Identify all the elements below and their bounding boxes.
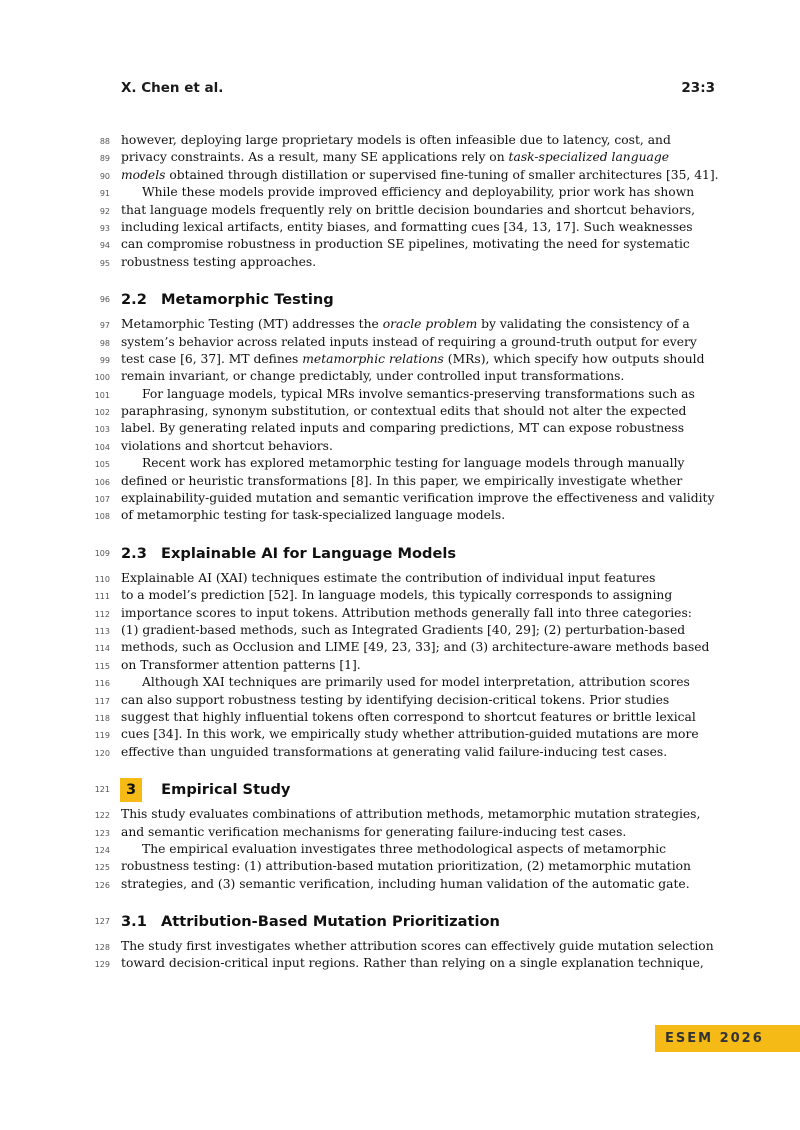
body-text: This study evaluates combinations of attribution methods, metamorphic mutation strategies, bbox=[121, 807, 701, 822]
text-line bbox=[0, 709, 800, 726]
text-line bbox=[0, 657, 800, 674]
heading-text bbox=[121, 778, 655, 802]
text-line bbox=[0, 455, 800, 472]
text-line bbox=[0, 605, 800, 622]
line-number: 124 bbox=[94, 845, 110, 855]
line-number: 120 bbox=[94, 748, 110, 758]
section-title: Empirical Study bbox=[161, 781, 291, 799]
text-line bbox=[0, 587, 800, 604]
body-text: can also support robustness testing by identifying decision-critical tokens. Prior studies bbox=[121, 692, 670, 707]
body-text: on Transformer attention patterns [1]. bbox=[121, 657, 361, 672]
line-number: 126 bbox=[94, 880, 110, 890]
body-text: that language models frequently rely on brittle decision boundaries and shortcut behaviors, bbox=[121, 202, 696, 217]
line-number: 98 bbox=[99, 338, 110, 348]
spacer bbox=[0, 761, 800, 778]
body-text: test case [6, 37]. MT defines metamorphic relations (MRs), which specify how outputs should bbox=[121, 351, 705, 366]
text-line bbox=[0, 473, 800, 490]
body-text: explainability-guided mutation and semantic verification improve the effectiveness and validity bbox=[121, 491, 715, 506]
spacer bbox=[0, 271, 800, 288]
line-number: 96 bbox=[99, 295, 110, 305]
text-line bbox=[0, 692, 800, 709]
line-number: 106 bbox=[94, 477, 110, 487]
body-text: (1) gradient-based methods, such as Integrated Gradients [40, 29]; (2) perturbation-based bbox=[121, 622, 686, 637]
line-number: 107 bbox=[94, 495, 110, 505]
line-number: 108 bbox=[94, 512, 110, 522]
text-line bbox=[0, 254, 800, 271]
section-title: Attribution-Based Mutation Prioritization bbox=[161, 913, 500, 931]
section-title: Explainable AI for Language Models bbox=[161, 544, 457, 562]
line-number: 129 bbox=[94, 960, 110, 970]
section-heading bbox=[0, 542, 800, 566]
body-text: to a model’s prediction [52]. In language models, this typically corresponds to assigning bbox=[121, 588, 673, 603]
body-text: including lexical artifacts, entity biases, and formatting cues [34, 13, 17]. Such weaknesses bbox=[121, 219, 693, 234]
line-number: 115 bbox=[94, 661, 110, 671]
line-number: 121 bbox=[94, 785, 110, 795]
emphasis: task-specialized language bbox=[508, 150, 669, 165]
text-line bbox=[0, 570, 800, 587]
body-text: can compromise robustness in production SE pipelines, motivating the need for systematic bbox=[121, 237, 690, 252]
text-line bbox=[0, 744, 800, 761]
text-line bbox=[0, 824, 800, 841]
text-line bbox=[0, 236, 800, 253]
section-number-chip: 3 bbox=[120, 778, 142, 802]
line-number: 94 bbox=[99, 241, 110, 251]
text-line bbox=[0, 132, 800, 149]
line-number: 93 bbox=[99, 223, 110, 233]
body-text: strategies, and (3) semantic verification, including human validation of the automatic gate. bbox=[121, 876, 690, 891]
heading-text bbox=[121, 542, 655, 566]
heading-text bbox=[121, 910, 655, 934]
header-page-ref: 23:3 bbox=[681, 80, 715, 96]
emphasis: metamorphic relations bbox=[302, 351, 444, 366]
text-line bbox=[0, 368, 800, 385]
body-text: paraphrasing, synonym substitution, or contextual edits that should not alter the expected bbox=[121, 404, 687, 419]
body-text: violations and shortcut behaviors. bbox=[121, 438, 333, 453]
running-header bbox=[121, 80, 715, 96]
line-number: 116 bbox=[94, 679, 110, 689]
body-text: importance scores to input tokens. Attribution methods generally fall into three categories: bbox=[121, 605, 692, 620]
text-line bbox=[0, 938, 800, 955]
line-number: 88 bbox=[99, 137, 110, 146]
body-text: of metamorphic testing for task-specialized language models. bbox=[121, 508, 506, 523]
line-number: 100 bbox=[94, 373, 110, 383]
body-text: suggest that highly influential tokens often correspond to shortcut features or brittle lexical bbox=[121, 709, 696, 724]
line-number: 99 bbox=[99, 355, 110, 365]
body-text: cues [34]. In this work, we empirically study whether attribution-guided mutations are more bbox=[121, 727, 699, 742]
body-text: and semantic verification mechanisms for generating failure-inducing test cases. bbox=[121, 824, 627, 839]
line-number: 122 bbox=[94, 811, 110, 821]
text-line bbox=[0, 149, 800, 166]
paper-body bbox=[0, 132, 800, 973]
text-line bbox=[0, 184, 800, 201]
spacer bbox=[0, 525, 800, 542]
line-number: 105 bbox=[94, 460, 110, 470]
body-text: privacy constraints. As a result, many SE applications rely on task-specialized language bbox=[121, 150, 669, 165]
body-text: Metamorphic Testing (MT) addresses the oracle problem by validating the consistency of a bbox=[121, 317, 690, 332]
emphasis: oracle problem bbox=[382, 317, 478, 332]
text-line bbox=[0, 316, 800, 333]
body-text: robustness testing: (1) attribution-based mutation prioritization, (2) metamorphic mutation bbox=[121, 859, 691, 874]
body-text: label. By generating related inputs and comparing predictions, MT can expose robustness bbox=[121, 421, 685, 436]
body-text: For language models, typical MRs involve semantics-preserving transformations such as bbox=[142, 386, 695, 401]
body-text: The study first investigates whether attribution scores can effectively guide mutation selection bbox=[121, 939, 714, 954]
line-number: 91 bbox=[99, 189, 110, 199]
section-number: 3.1 bbox=[121, 913, 147, 931]
body-text: Recent work has explored metamorphic testing for language models through manually bbox=[142, 456, 685, 471]
line-number: 112 bbox=[94, 609, 110, 619]
line-number: 111 bbox=[94, 592, 110, 602]
body-text: toward decision-critical input regions. Rather than relying on a single explanation technique, bbox=[121, 956, 704, 971]
text-line bbox=[0, 219, 800, 236]
section-number: 2.3 bbox=[121, 544, 147, 562]
body-text: models obtained through distillation or supervised fine-tuning of smaller architectures [35, 41]. bbox=[121, 167, 719, 182]
line-number: 118 bbox=[94, 713, 110, 723]
body-text: Although XAI techniques are primarily used for model interpretation, attribution scores bbox=[142, 675, 690, 690]
body-text: robustness testing approaches. bbox=[121, 254, 317, 269]
body-text: system’s behavior across related inputs instead of requiring a ground-truth output for every bbox=[121, 334, 697, 349]
line-number: 117 bbox=[94, 696, 110, 706]
text-line bbox=[0, 674, 800, 691]
line-number: 92 bbox=[99, 206, 110, 216]
section-heading bbox=[0, 778, 800, 802]
heading-text bbox=[121, 288, 655, 312]
body-text: however, deploying large proprietary models is often infeasible due to latency, cost, and bbox=[121, 133, 671, 147]
text-line bbox=[0, 806, 800, 823]
line-number: 103 bbox=[94, 425, 110, 435]
spacer bbox=[0, 893, 800, 910]
section-number: 2.2 bbox=[121, 291, 147, 309]
line-number: 97 bbox=[99, 321, 110, 331]
line-number: 89 bbox=[99, 154, 110, 164]
line-number: 104 bbox=[94, 442, 110, 452]
text-line bbox=[0, 726, 800, 743]
text-line bbox=[0, 639, 800, 656]
venue-badge: ESEM 2026 bbox=[655, 1025, 800, 1052]
line-number: 125 bbox=[94, 863, 110, 873]
section-title: Metamorphic Testing bbox=[161, 291, 334, 309]
text-line bbox=[0, 386, 800, 403]
text-line bbox=[0, 334, 800, 351]
body-text: The empirical evaluation investigates three methodological aspects of metamorphic bbox=[142, 841, 667, 856]
line-number: 119 bbox=[94, 731, 110, 741]
text-line bbox=[0, 622, 800, 639]
body-text: remain invariant, or change predictably, under controlled input transformations. bbox=[121, 369, 625, 384]
line-number: 102 bbox=[94, 408, 110, 418]
section-heading bbox=[0, 288, 800, 312]
emphasis: models bbox=[121, 167, 166, 182]
text-line bbox=[0, 438, 800, 455]
line-number: 113 bbox=[94, 626, 110, 636]
text-line bbox=[0, 351, 800, 368]
text-line bbox=[0, 202, 800, 219]
line-number: 128 bbox=[94, 943, 110, 953]
line-number: 110 bbox=[94, 574, 110, 584]
text-line bbox=[0, 490, 800, 507]
text-line bbox=[0, 876, 800, 893]
line-number: 101 bbox=[94, 390, 110, 400]
line-number: 123 bbox=[94, 828, 110, 838]
body-text: effective than unguided transformations at generating valid failure-inducing test cases. bbox=[121, 744, 668, 759]
text-line bbox=[0, 507, 800, 524]
section-heading bbox=[0, 910, 800, 934]
line-number: 109 bbox=[94, 548, 110, 558]
body-text: Explainable AI (XAI) techniques estimate the contribution of individual input features bbox=[121, 570, 656, 585]
body-text: defined or heuristic transformations [8]. In this paper, we empirically investigate whether bbox=[121, 473, 683, 488]
line-number: 95 bbox=[99, 258, 110, 268]
text-line bbox=[0, 403, 800, 420]
line-number: 114 bbox=[94, 644, 110, 654]
text-line bbox=[0, 420, 800, 437]
body-text: methods, such as Occlusion and LIME [49, 23, 33]; and (3) architecture-aware methods based bbox=[121, 640, 710, 655]
text-line bbox=[0, 858, 800, 875]
text-line bbox=[0, 955, 800, 972]
line-number: 90 bbox=[99, 171, 110, 181]
text-line bbox=[0, 841, 800, 858]
text-line bbox=[0, 167, 800, 184]
body-text: While these models provide improved efficiency and deployability, prior work has shown bbox=[142, 185, 695, 200]
header-authors: X. Chen et al. bbox=[121, 80, 224, 96]
line-number: 127 bbox=[94, 917, 110, 927]
